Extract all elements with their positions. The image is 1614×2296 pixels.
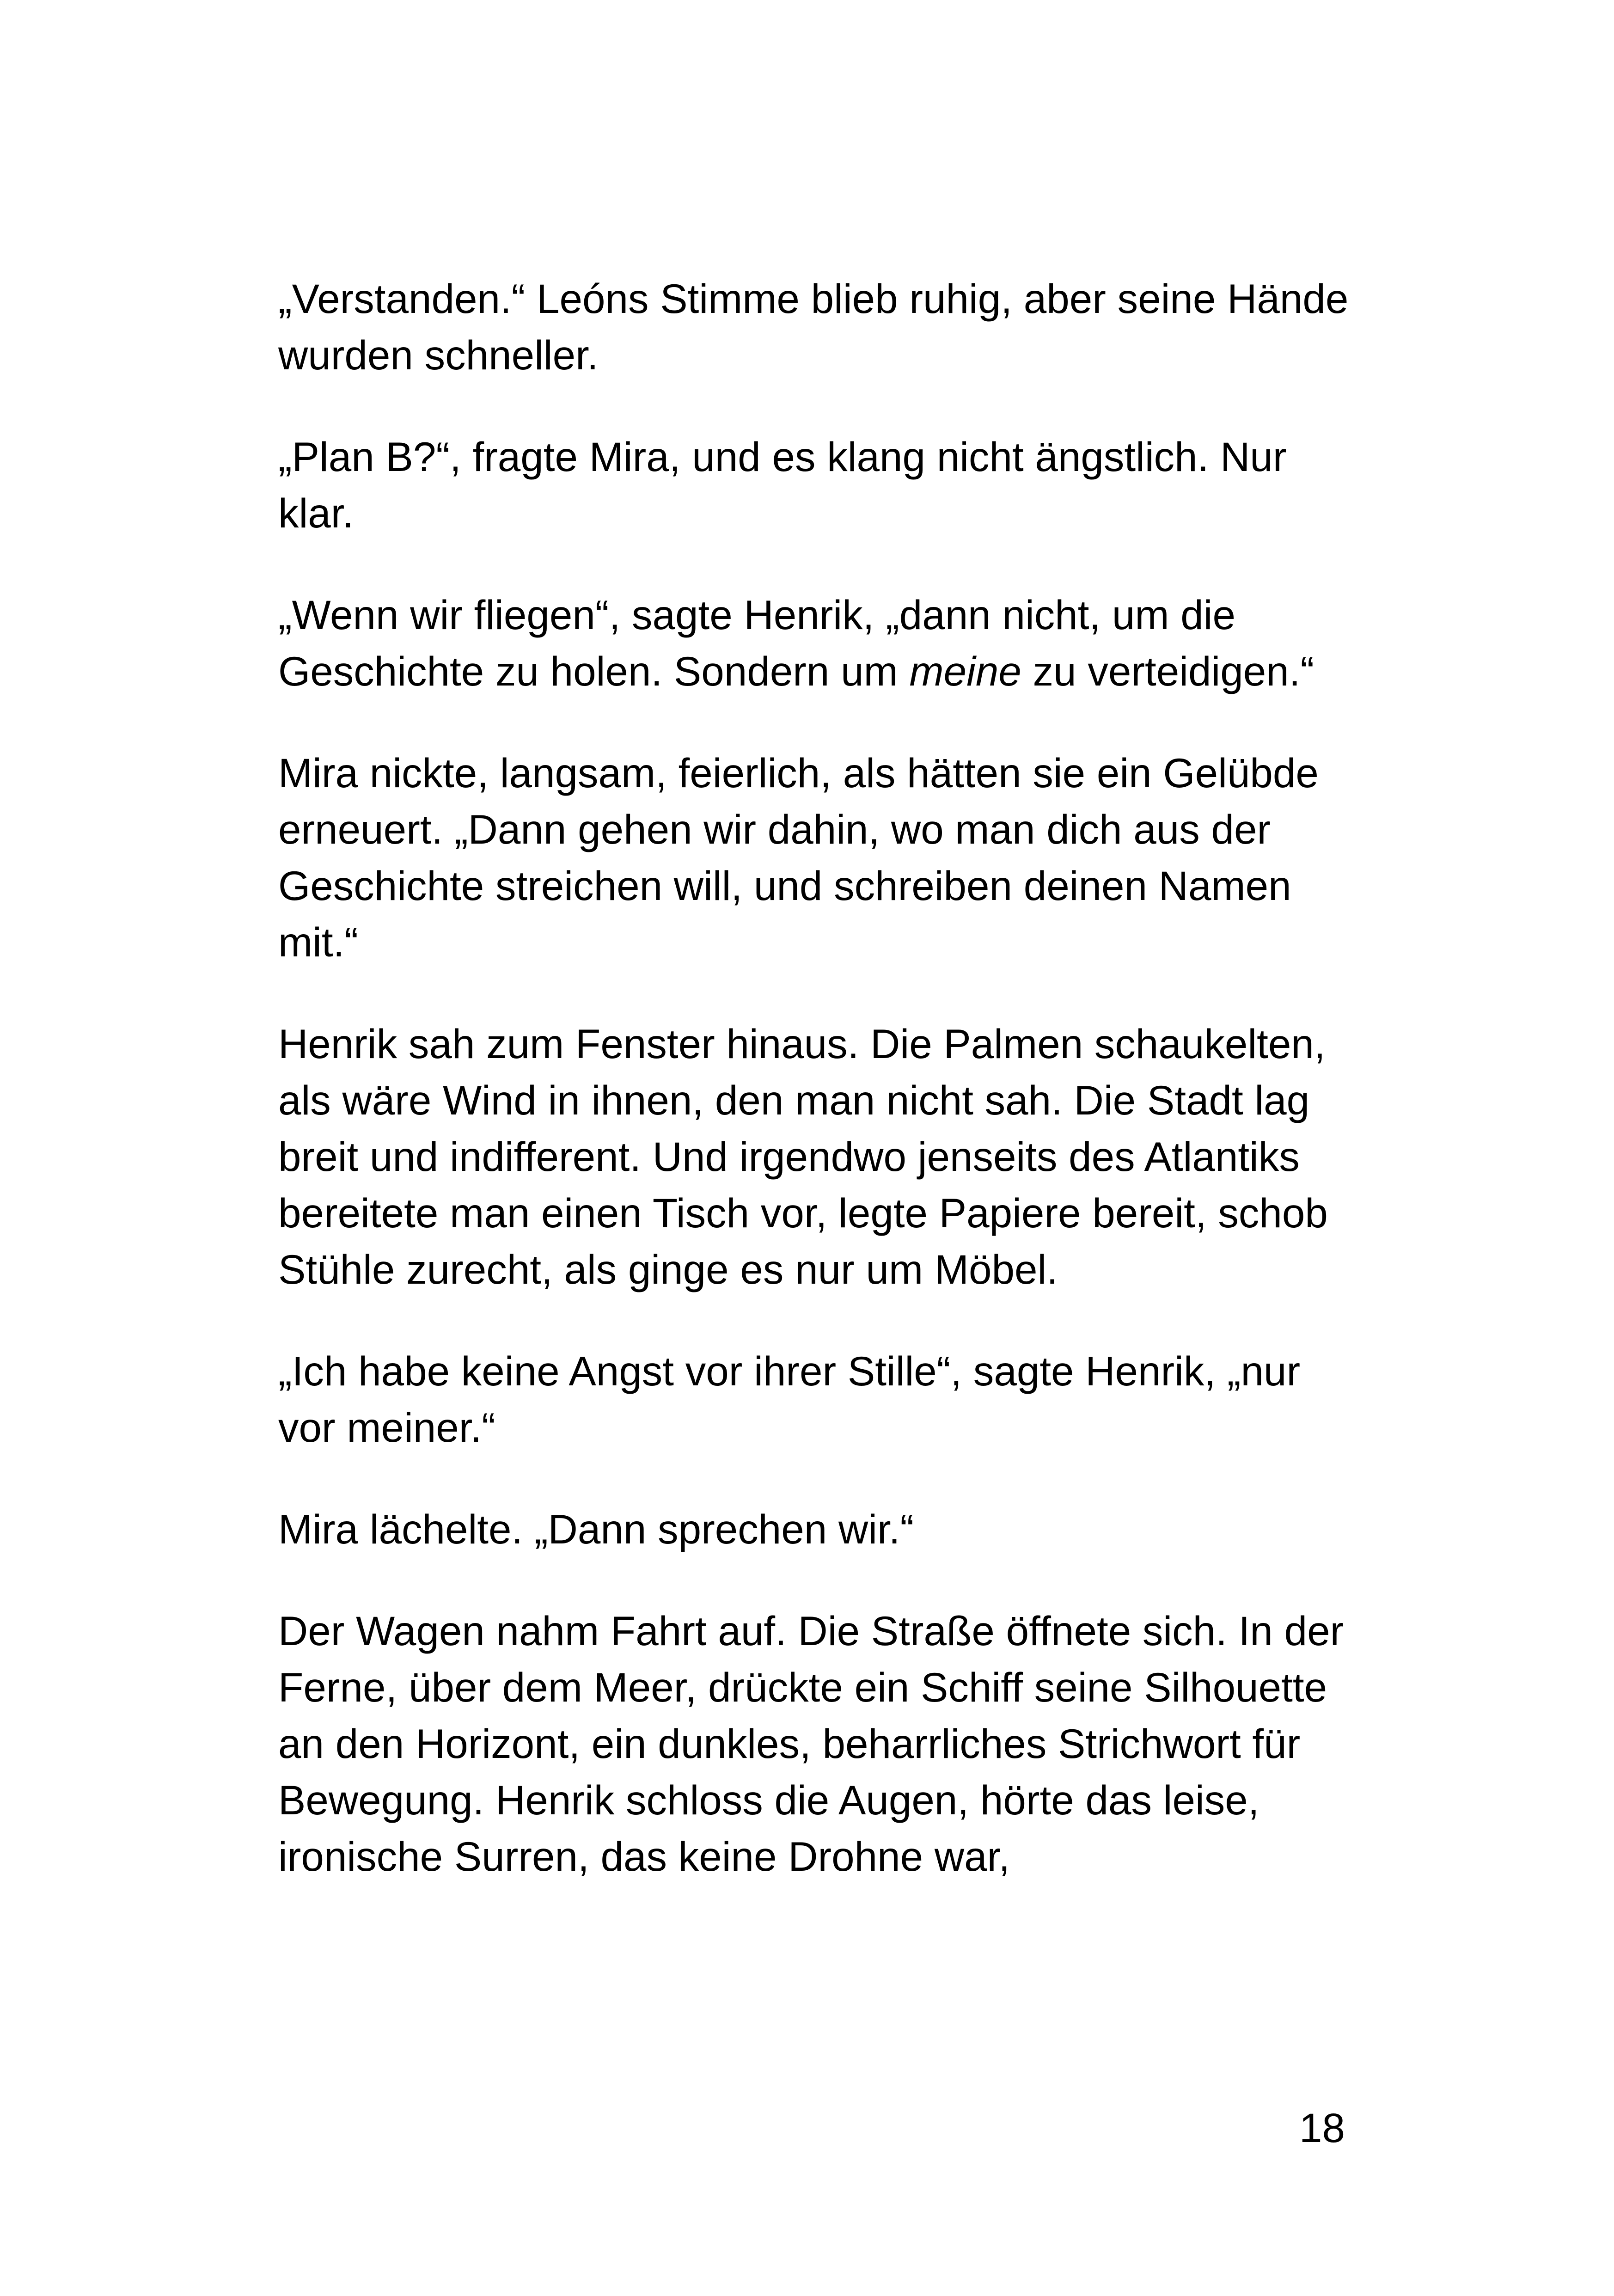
paragraph-3-end: zu verteidigen.“ bbox=[1021, 648, 1314, 694]
paragraph-5: Henrik sah zum Fenster hinaus. Die Palmen schaukelten, als wäre Wind in ihnen, den man nicht sah. Die Stadt lag breit und indifferent. Und irgendwo jenseits des Atlantiks bereitete man einen Tisch vor, legte Papiere bereit, schob Stühle zurecht, als ginge es nur um Möbel. bbox=[278, 1021, 1328, 1292]
body-text bbox=[278, 270, 1355, 1885]
emphasized-word: meine bbox=[909, 648, 1021, 694]
paragraph-3 bbox=[278, 587, 1355, 699]
paragraph-7: Mira lächelte. „Dann sprechen wir.“ bbox=[278, 1506, 914, 1552]
paragraph-3-start: „Wenn wir fliegen“, sagte Henrik, „dann nicht, um die Geschichte zu holen. Sondern um bbox=[278, 592, 1236, 694]
paragraph-6: „Ich habe keine Angst vor ihrer Stille“, sagte Henrik, „nur vor meiner.“ bbox=[278, 1348, 1301, 1451]
paragraph-2: „Plan B?“, fragte Mira, und es klang nicht ängstlich. Nur klar. bbox=[278, 434, 1287, 536]
page-number: 18 bbox=[1299, 2105, 1345, 2151]
paragraph-4: Mira nickte, langsam, feierlich, als hätten sie ein Gelübde erneuert. „Dann gehen wir dahin, wo man dich aus der Geschichte streichen will, und schreiben deinen Namen mit.“ bbox=[278, 750, 1319, 965]
paragraph-8: Der Wagen nahm Fahrt auf. Die Straße öffnete sich. In der Ferne, über dem Meer, drückte ein Schiff seine Silhouette an den Horizont, ein dunkles, beharrliches Strichwort für Bewegung. Henrik schloss die Augen, hörte das leise, ironische Surren, das keine Drohne war, bbox=[278, 1608, 1344, 1880]
paragraph-1: „Verstanden.“ Leóns Stimme blieb ruhig, aber seine Hände wurden schneller. bbox=[278, 276, 1349, 378]
